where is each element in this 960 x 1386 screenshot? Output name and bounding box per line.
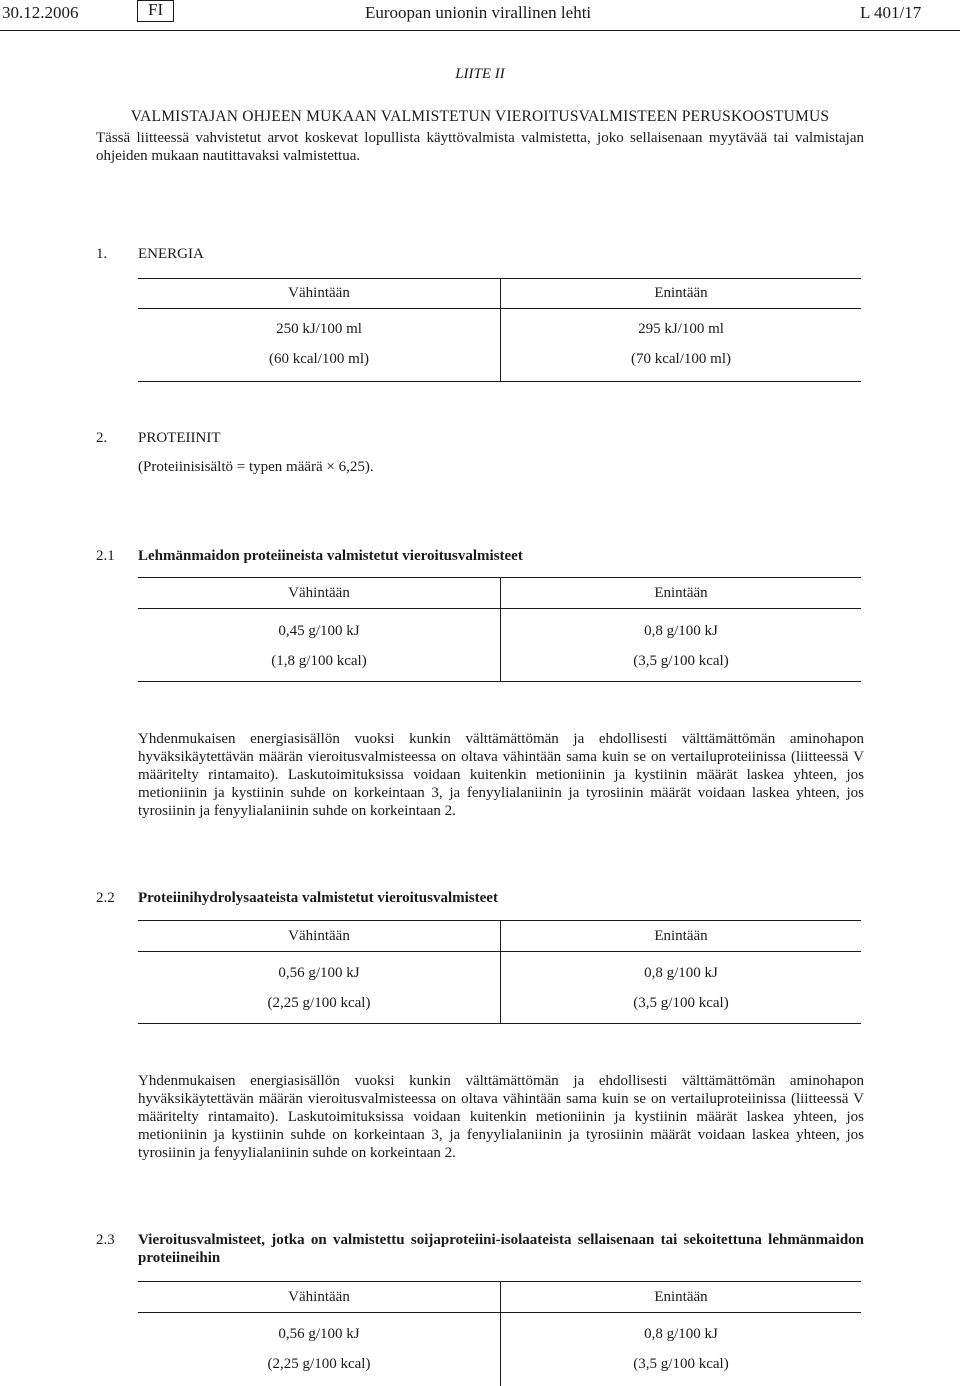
s21-max-kcal: (3,5 g/100 kcal) [633,653,729,669]
s21-min-kcal: (1,8 g/100 kcal) [271,653,367,669]
s23-min-kj: 0,56 g/100 kJ [278,1326,360,1342]
s23-min-kcal: (2,25 g/100 kcal) [267,1356,371,1372]
s23-table-header-rule [138,1312,861,1313]
s22-table-header-rule [138,951,861,952]
section-1-number: 1. [96,246,108,262]
s23-col-max-header: Enintään [654,1289,708,1305]
s22-paragraph: Yhdenmukaisen energiasisällön vuoksi kunkin välttämättömän ja ehdollisesti välttämättömän aminohapon hyväksikäytettävän määrän vieroitusvalmisteessa on oltava vähintään sama kuin se on vertailuproteiinissa (liitteessä V määritelty rintamaito). Laskutoimituksissa voidaan kuitenkin metioniinin ja kystiinin määrät laskea yhteen, jos metioniinin ja kystiinin suhde on korkeintaan 3, ja fenyylialaniinin ja tyrosiinin määrät voidaan laskea yhteen, jos tyrosiinin ja fenyylialaniinin suhde on korkeintaan 2. [138,1073,864,1161]
section-2-1-number: 2.1 [96,548,115,564]
s22-table-bottom-rule [138,1023,861,1024]
energy-max-kcal: (70 kcal/100 ml) [631,351,731,367]
section-2-2-number: 2.2 [96,890,115,906]
section-2-1-title: Lehmänmaidon proteiineista valmistetut vieroitusvalmisteet [138,548,523,564]
s22-min-kcal: (2,25 g/100 kcal) [267,995,371,1011]
annex-label: LIITE II [455,66,505,82]
s23-col-min-header: Vähintään [288,1289,350,1305]
section-1-title: ENERGIA [138,246,204,262]
s21-col-min-header: Vähintään [288,585,350,601]
s21-col-max-header: Enintään [654,585,708,601]
section-2-3-number: 2.3 [96,1232,115,1248]
protein-formula-note: (Proteiinisisältö = typen määrä × 6,25). [138,459,374,475]
s22-col-min-header: Vähintään [288,928,350,944]
publication-date: 30.12.2006 [2,3,79,22]
section-2-title: PROTEIINIT [138,430,221,446]
energy-table-bottom-rule [138,381,861,382]
s22-max-kj: 0,8 g/100 kJ [644,965,718,981]
energy-max-kj: 295 kJ/100 ml [638,321,724,337]
s22-max-kcal: (3,5 g/100 kcal) [633,995,729,1011]
energy-col-min-header: Vähintään [288,285,350,301]
s21-table-bottom-rule [138,681,861,682]
s23-max-kj: 0,8 g/100 kJ [644,1326,718,1342]
s21-table-header-rule [138,608,861,609]
s22-col-max-header: Enintään [654,928,708,944]
header-rule [0,30,960,31]
s21-min-kj: 0,45 g/100 kJ [278,623,360,639]
energy-min-kcal: (60 kcal/100 ml) [269,351,369,367]
energy-table-header-rule [138,308,861,309]
section-2-2-title: Proteiinihydrolysaateista valmistetut vieroitusvalmisteet [138,890,498,906]
energy-min-kj: 250 kJ/100 ml [276,321,362,337]
journal-title: Euroopan unionin virallinen lehti [365,3,592,22]
s21-paragraph: Yhdenmukaisen energiasisällön vuoksi kunkin välttämättömän ja ehdollisesti välttämättömän aminohapon hyväksikäytettävän määrän vieroitusvalmisteessa on oltava vähintään sama kuin se on vertailuproteiinissa (liitteessä V määritelty rintamaito). Laskutoimituksissa voidaan kuitenkin metioniinin ja kystiinin määrät laskea yhteen, jos metioniinin ja kystiinin suhde on korkeintaan 3, ja fenyylialaniinin ja tyrosiinin määrät voidaan laskea yhteen, jos tyrosiinin ja fenyylialaniinin suhde on korkeintaan 2. [138,731,864,819]
s23-max-kcal: (3,5 g/100 kcal) [633,1356,729,1372]
annex-main-title: VALMISTAJAN OHJEEN MUKAAN VALMISTETUN VIEROITUSVALMISTEEN PERUSKOOSTUMUS [130,108,830,125]
page-number: L 401/17 [860,3,922,22]
energy-col-max-header: Enintään [654,285,708,301]
language-code-box: FI [137,0,174,22]
section-2-3-title: Vieroitusvalmisteet, jotka on valmistettu soijaproteiini-isolaateista sellaisenaan tai sekoitettuna lehmänmaidon proteiineihin [138,1232,864,1266]
s21-max-kj: 0,8 g/100 kJ [644,623,718,639]
section-2-number: 2. [96,430,108,446]
s22-min-kj: 0,56 g/100 kJ [278,965,360,981]
intro-paragraph: Tässä liitteessä vahvistetut arvot koskevat lopullista käyttövalmista valmistetta, joko sellaisenaan myytävää tai valmistajan ohjeiden mukaan nautittavaksi valmistettua. [96,130,864,164]
